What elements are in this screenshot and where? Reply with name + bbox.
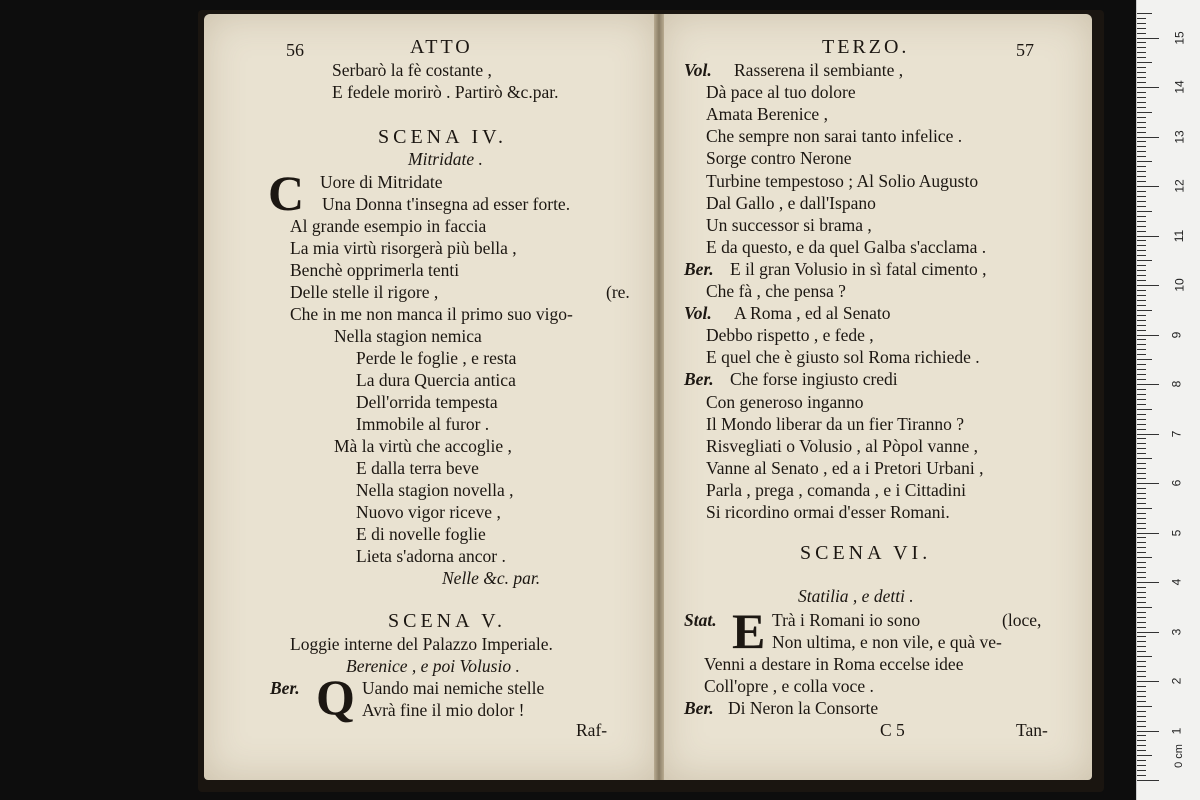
ruler-number: 9 — [1169, 331, 1184, 338]
text-line: Una Donna t'insegna ad esser forte. — [322, 194, 571, 214]
ruler-tick — [1137, 562, 1146, 563]
ruler-tick — [1137, 216, 1146, 217]
ruler-tick — [1137, 226, 1146, 227]
ruler-tick — [1137, 166, 1146, 167]
ruler-tick — [1137, 780, 1159, 781]
page-number-right: 57 — [1016, 40, 1034, 60]
speaker-label: Ber. — [684, 258, 714, 279]
ruler-tick — [1137, 28, 1146, 29]
ruler-tick — [1137, 523, 1146, 524]
scene-character: Mitridate . — [408, 149, 483, 169]
aria-line: Nella stagion novella , — [356, 480, 514, 500]
ruler-tick — [1137, 458, 1152, 459]
ruler-tick — [1137, 443, 1146, 444]
ruler-tick — [1137, 384, 1159, 385]
ruler-tick — [1137, 656, 1152, 657]
ruler-tick — [1137, 122, 1146, 123]
ruler-tick — [1137, 666, 1146, 667]
dialogue-line: Turbine tempestoso ; Al Solio Augusto — [706, 170, 979, 191]
ruler-tick — [1137, 72, 1146, 73]
ruler-tick — [1137, 330, 1146, 331]
ruler-tick — [1137, 112, 1152, 113]
ruler-tick — [1137, 691, 1146, 692]
aria-line: Mà la virtù che accoglie , — [334, 436, 512, 456]
speaker-label: Ber. — [270, 678, 300, 698]
speaker-label: Ber. — [684, 369, 714, 390]
ruler-tick — [1137, 339, 1146, 340]
dialogue-line: Vanne al Senato , ed a i Pretori Urbani , — [706, 457, 984, 478]
ruler-tick — [1137, 721, 1146, 722]
ruler-number: 6 — [1169, 479, 1184, 487]
ruler-tick — [1137, 62, 1152, 63]
ruler-tick — [1137, 627, 1146, 628]
ruler-tick — [1137, 315, 1146, 316]
ruler-tick — [1137, 760, 1146, 761]
ruler-tick — [1137, 107, 1146, 108]
catchword: Tan- — [1016, 720, 1048, 740]
ruler-tick — [1137, 770, 1146, 771]
ruler-tick — [1137, 67, 1146, 68]
ruler-tick — [1137, 716, 1146, 717]
ruler-tick — [1137, 453, 1146, 454]
ruler-tick — [1137, 196, 1146, 197]
ruler-tick — [1137, 394, 1146, 395]
ruler-tick — [1137, 612, 1146, 613]
dialogue-line: Che sempre non sarai tanto infelice . — [706, 126, 963, 147]
ruler-tick — [1137, 577, 1146, 578]
ruler-tick — [1137, 146, 1146, 147]
ruler-tick — [1137, 567, 1146, 568]
ruler-tick — [1137, 582, 1159, 583]
ruler-number: 11 — [1172, 229, 1187, 242]
ruler-tick — [1137, 290, 1146, 291]
ruler-tick — [1137, 117, 1146, 118]
ruler-tick — [1137, 552, 1146, 553]
drop-cap: Q — [316, 669, 355, 725]
catchword: Raf- — [576, 720, 608, 740]
aria-line: E dalla terra beve — [356, 458, 479, 478]
ruler-tick — [1137, 102, 1146, 103]
ruler-tick — [1137, 646, 1146, 647]
text-line: Avrà fine il mio dolor ! — [362, 700, 525, 720]
ruler-tick — [1137, 493, 1146, 494]
ruler-tick — [1137, 250, 1146, 251]
ruler-tick — [1137, 310, 1152, 311]
ruler-tick — [1137, 87, 1159, 88]
ruler-tick — [1137, 369, 1146, 370]
dialogue-line: Con generoso inganno — [706, 391, 864, 412]
ruler-tick — [1137, 419, 1146, 420]
dialogue-line: Risvegliati o Volusio , al Pòpol vanne , — [706, 435, 979, 456]
ruler-tick — [1137, 533, 1159, 534]
signature-mark: C 5 — [880, 720, 905, 740]
ruler-tick — [1137, 389, 1146, 390]
ruler-number: 15 — [1172, 30, 1187, 45]
ruler-tick — [1137, 270, 1146, 271]
ruler-tick — [1137, 231, 1146, 232]
ruler-tick — [1137, 82, 1146, 83]
ruler-tick — [1137, 325, 1146, 326]
ruler-tick — [1137, 379, 1146, 380]
dialogue-line: Sorge contro Nerone — [706, 148, 852, 169]
ruler-number: 5 — [1169, 529, 1184, 536]
scene-heading: SCENA VI. — [800, 542, 932, 564]
text-line: Di Neron la Consorte — [728, 698, 879, 718]
ruler-tick — [1137, 617, 1146, 618]
ruler-tick — [1137, 547, 1146, 548]
ruler-tick — [1137, 508, 1152, 509]
ruler-tick — [1137, 23, 1146, 24]
ruler-tick — [1137, 488, 1146, 489]
ruler-tick — [1137, 478, 1146, 479]
ruler-tick — [1137, 696, 1146, 697]
ruler-tick — [1137, 518, 1146, 519]
ruler-tick — [1137, 528, 1146, 529]
ruler-number: 14 — [1172, 80, 1187, 94]
ruler-tick — [1137, 42, 1146, 43]
ruler-tick — [1137, 33, 1146, 34]
text-line: Al grande esempio in faccia — [290, 216, 487, 236]
ruler-tick — [1137, 186, 1159, 187]
ruler-tick — [1137, 483, 1159, 484]
ruler-tick — [1137, 513, 1146, 514]
dialogue-line: E quel che è giusto sol Roma richiede . — [706, 347, 980, 368]
ruler-tick — [1137, 77, 1146, 78]
ruler-tick — [1137, 141, 1146, 142]
ruler-tick — [1137, 711, 1146, 712]
ruler-tick — [1137, 676, 1146, 677]
ruler-tick — [1137, 47, 1146, 48]
drop-cap: E — [732, 603, 766, 659]
ruler-tick — [1137, 97, 1146, 98]
ruler-number: 13 — [1172, 129, 1187, 144]
text-line: Serbarò la fè costante , — [332, 60, 492, 80]
running-head-left: ATTO — [410, 36, 473, 58]
text-line: Coll'opre , e colla voce . — [704, 676, 874, 696]
ruler-tick — [1137, 156, 1146, 157]
ruler-tick — [1137, 236, 1159, 237]
scene-characters: Berenice , e poi Volusio . — [346, 656, 520, 676]
text-line: Venni a destare in Roma eccelse idee — [704, 654, 964, 674]
drop-cap: C — [268, 165, 305, 221]
dialogue-line: Un successor si brama , — [706, 214, 872, 235]
speaker-label: Ber. — [684, 698, 714, 718]
dialogue-line: E il gran Volusio in sì fatal cimento , — [730, 258, 987, 279]
dialogue-line: Che fà , che pensa ? — [706, 281, 846, 301]
ruler-tick — [1137, 201, 1146, 202]
ruler-tick — [1137, 602, 1146, 603]
dialogue-line: Rasserena il sembiante , — [734, 60, 904, 80]
ruler-number: 8 — [1169, 380, 1184, 388]
speaker-label: Stat. — [684, 610, 717, 630]
ruler-tick — [1137, 473, 1146, 474]
ruler-tick — [1137, 255, 1146, 256]
aria-line: La dura Quercia antica — [356, 370, 516, 390]
aria-line: Nelle &c. par. — [442, 568, 541, 588]
ruler-tick — [1137, 686, 1146, 687]
ruler-tick — [1137, 240, 1146, 241]
ruler-tick — [1137, 765, 1146, 766]
aria-line: Lieta s'adorna ancor . — [356, 546, 506, 566]
ruler-tick — [1137, 285, 1159, 286]
ruler-tick — [1137, 572, 1146, 573]
ruler-number: 2 — [1169, 677, 1184, 685]
ruler-number: 4 — [1169, 578, 1184, 586]
ruler-tick — [1137, 542, 1146, 543]
ruler-tick — [1137, 592, 1146, 593]
turnover-fragment: (loce, — [1002, 610, 1042, 630]
ruler-tick — [1137, 399, 1146, 400]
ruler-tick — [1137, 726, 1146, 727]
dialogue-line: Che forse ingiusto credi — [730, 369, 898, 390]
ruler-tick — [1137, 176, 1146, 177]
measurement-ruler — [1136, 0, 1200, 800]
aria-line: E di novelle foglie — [356, 524, 486, 544]
aria-line: Nella stagion nemica — [334, 326, 482, 346]
ruler-tick — [1137, 607, 1152, 608]
ruler-tick — [1137, 92, 1146, 93]
ruler-tick — [1137, 52, 1146, 53]
ruler-tick — [1137, 755, 1152, 756]
ruler-tick — [1137, 622, 1146, 623]
ruler-tick — [1137, 300, 1146, 301]
book-gutter — [654, 14, 664, 780]
ruler-tick — [1137, 632, 1159, 633]
ruler-tick — [1137, 587, 1146, 588]
dialogue-line: Amata Berenice , — [706, 104, 828, 125]
ruler-tick — [1137, 191, 1146, 192]
dialogue-line: E da questo, e da quel Galba s'acclama . — [706, 236, 987, 257]
text-line: Trà i Romani io sono — [772, 610, 921, 630]
ruler-tick — [1137, 740, 1146, 741]
ruler-number: 3 — [1169, 628, 1184, 635]
text-line: Non ultima, e non vile, e quà ve- — [772, 632, 1002, 652]
ruler-tick — [1137, 745, 1146, 746]
ruler-tick — [1137, 775, 1146, 776]
ruler-tick — [1137, 151, 1146, 152]
text-line: E fedele morirò . Partirò &c.par. — [332, 82, 559, 102]
text-line: Benchè opprimerla tenti — [290, 260, 460, 280]
aria-line: Dell'orrida tempesta — [356, 392, 498, 412]
scene-heading: SCENA IV. — [378, 126, 507, 148]
ruler-number: 7 — [1169, 430, 1184, 437]
ruler-tick — [1137, 295, 1146, 296]
ruler-tick — [1137, 731, 1159, 732]
ruler-tick — [1137, 701, 1146, 702]
text-line: Uando mai nemiche stelle — [362, 678, 545, 698]
ruler-tick — [1137, 448, 1146, 449]
ruler-tick — [1137, 429, 1146, 430]
ruler-tick — [1137, 137, 1159, 138]
ruler-tick — [1137, 221, 1146, 222]
ruler-tick — [1137, 671, 1146, 672]
ruler-tick — [1137, 735, 1146, 736]
ruler-tick — [1137, 161, 1152, 162]
ruler-tick — [1137, 557, 1152, 558]
ruler-tick — [1137, 305, 1146, 306]
ruler-tick — [1137, 706, 1152, 707]
ruler-tick — [1137, 265, 1146, 266]
ruler-tick — [1137, 57, 1146, 58]
running-head-right: TERZO. — [822, 36, 910, 58]
ruler-tick — [1137, 127, 1146, 128]
ruler-tick — [1137, 344, 1146, 345]
ruler-tick — [1137, 537, 1146, 538]
text-line: La mia virtù risorgerà più bella , — [290, 238, 517, 258]
ruler-tick — [1137, 171, 1146, 172]
ruler-tick — [1137, 651, 1146, 652]
ruler-tick — [1137, 359, 1152, 360]
aria-line: Immobile al furor . — [356, 414, 490, 434]
aria-line: Perde le foglie , e resta — [356, 348, 517, 368]
ruler-tick — [1137, 13, 1152, 14]
scene-heading: SCENA V. — [388, 610, 506, 632]
ruler-tick — [1137, 280, 1146, 281]
dialogue-line: Parla , prega , comanda , e i Cittadini — [706, 479, 966, 500]
aria-line: Nuovo vigor riceve , — [356, 502, 501, 522]
ruler-tick — [1137, 641, 1146, 642]
ruler-tick — [1137, 211, 1152, 212]
dialogue-line: Dal Gallo , e dall'Ispano — [706, 192, 876, 213]
ruler-tick — [1137, 750, 1146, 751]
ruler-tick — [1137, 681, 1159, 682]
ruler-tick — [1137, 245, 1146, 246]
ruler-tick — [1137, 636, 1146, 637]
scene-setting: Loggie interne del Palazzo Imperiale. — [290, 634, 553, 654]
ruler-tick — [1137, 503, 1146, 504]
dialogue-line: Debbo rispetto , e fede , — [706, 325, 874, 346]
ruler-tick — [1137, 132, 1146, 133]
ruler-tick — [1137, 661, 1146, 662]
ruler-tick — [1137, 320, 1146, 321]
dialogue-line: Il Mondo liberar da un fier Tiranno ? — [706, 413, 965, 434]
ruler-number: 1 — [1169, 727, 1184, 734]
speaker-label: Vol. — [684, 60, 712, 80]
ruler-tick — [1137, 364, 1146, 365]
ruler-number: 10 — [1172, 278, 1187, 292]
dialogue-line: A Roma , ed al Senato — [734, 303, 891, 324]
speaker-label: Vol. — [684, 303, 712, 324]
text-line: Uore di Mitridate — [320, 172, 443, 192]
text-line: Che in me non manca il primo suo vigo- — [290, 304, 573, 324]
ruler-tick — [1137, 335, 1159, 336]
turnover-fragment: (re. — [606, 282, 630, 302]
ruler-tick — [1137, 206, 1146, 207]
text-line: Delle stelle il rigore , — [290, 282, 439, 302]
ruler-tick — [1137, 374, 1146, 375]
ruler-tick — [1137, 38, 1159, 39]
ruler-tick — [1137, 349, 1146, 350]
ruler-tick — [1137, 260, 1152, 261]
ruler-tick — [1137, 275, 1146, 276]
ruler-tick — [1137, 438, 1146, 439]
ruler-tick — [1137, 18, 1146, 19]
ruler-tick — [1137, 434, 1159, 435]
ruler-tick — [1137, 424, 1146, 425]
page-number-left: 56 — [286, 40, 304, 60]
ruler-tick — [1137, 181, 1146, 182]
dialogue-line: Dà pace al tuo dolore — [706, 82, 856, 103]
scene-characters: Statilia , e detti . — [798, 586, 914, 606]
ruler-tick — [1137, 414, 1146, 415]
ruler-unit-label: 0 cm — [1172, 744, 1185, 768]
ruler-tick — [1137, 498, 1146, 499]
ruler-tick — [1137, 597, 1146, 598]
ruler-tick — [1137, 404, 1146, 405]
ruler-tick — [1137, 409, 1152, 410]
ruler-tick — [1137, 468, 1146, 469]
dialogue-line: Si ricordino ormai d'esser Romani. — [706, 502, 950, 522]
ruler-number: 12 — [1172, 179, 1187, 193]
ruler-tick — [1137, 463, 1146, 464]
ruler-tick — [1137, 354, 1146, 355]
